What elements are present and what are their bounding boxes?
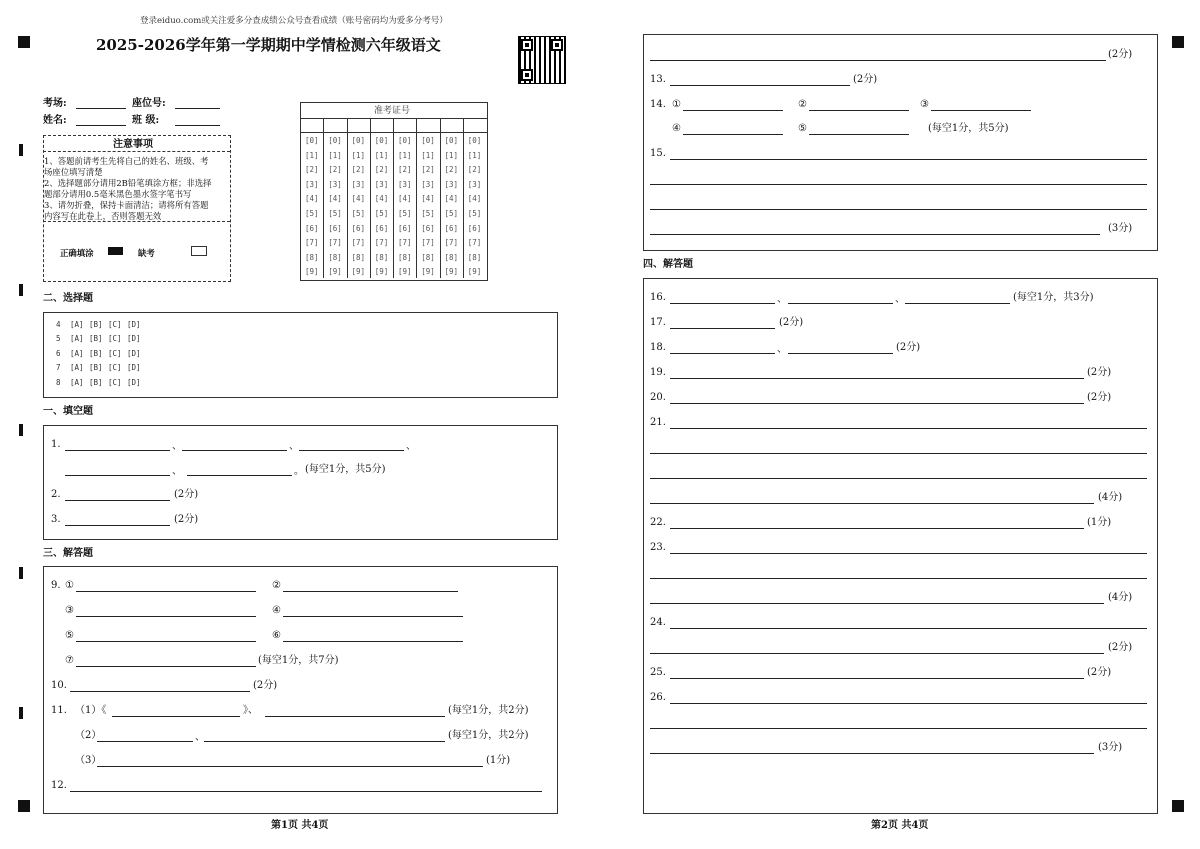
answer-line[interactable] — [670, 353, 775, 354]
answer-line[interactable] — [283, 641, 463, 642]
name-field[interactable] — [76, 125, 126, 126]
admission-digit-bubble[interactable]: [6] — [374, 223, 389, 233]
admission-digit-bubble[interactable]: [0] — [351, 136, 366, 145]
q21-number: 21. — [650, 417, 666, 428]
section-answer2-title: 四、解答题 — [643, 259, 693, 270]
admission-digit-bubble[interactable]: [0] — [444, 136, 459, 145]
choice-option-bubble[interactable]: [D] — [127, 363, 141, 373]
choice-option-bubble[interactable]: [B] — [89, 320, 103, 329]
admission-digit-bubble[interactable]: [2] — [328, 165, 342, 175]
answer-line[interactable] — [670, 328, 775, 329]
timing-mark — [19, 284, 23, 296]
q15-number: 15. — [650, 148, 666, 159]
choice-option-bubble[interactable]: [D] — [127, 377, 141, 387]
answer-line[interactable] — [788, 303, 893, 304]
q11-number: 11. — [51, 705, 67, 716]
answer-line[interactable] — [809, 134, 909, 135]
choice-option-bubble[interactable]: [D] — [127, 320, 141, 329]
choice-option-bubble[interactable]: [B] — [89, 334, 103, 344]
q23-number: 23. — [650, 542, 666, 553]
notes-line: 题部分请用0.5毫米黑色墨水签字笔书写 — [44, 189, 192, 199]
admission-digit-bubble[interactable]: [5] — [467, 209, 482, 218]
admission-digit-bubble[interactable]: [0] — [305, 136, 319, 145]
choice-option-bubble[interactable]: [A] — [70, 334, 84, 344]
admission-write-cell[interactable] — [323, 118, 346, 132]
choice-number: 6 — [56, 348, 61, 358]
name-label: 姓名: — [43, 115, 67, 126]
exam-title: 2025-2026学年第一学期期中学情检测六年级语文 — [96, 36, 441, 54]
q26-number: 26. — [650, 692, 666, 703]
answer-line[interactable] — [76, 666, 256, 667]
admission-digit-bubble[interactable]: [1] — [398, 150, 412, 160]
answer-line[interactable] — [650, 753, 1094, 754]
answer-line[interactable] — [650, 603, 1104, 604]
q9-number: 9. — [51, 580, 61, 591]
answer-line[interactable] — [97, 766, 483, 767]
admission-digit-bubble[interactable]: [1] — [351, 150, 366, 160]
admission-digit-bubble[interactable]: [0] — [421, 136, 435, 145]
admission-digit-bubble[interactable]: [3] — [444, 179, 459, 189]
choice-option-bubble[interactable]: [A] — [70, 348, 84, 358]
answer-line[interactable] — [283, 616, 463, 617]
answer-line[interactable] — [65, 525, 170, 526]
answer-line[interactable] — [650, 209, 1147, 210]
answer-line[interactable] — [204, 741, 445, 742]
page2-footer: 第2页 共4页 — [871, 820, 929, 831]
answer-line[interactable] — [931, 110, 1031, 111]
admission-digit-bubble[interactable]: [6] — [351, 223, 366, 233]
admission-digit-bubble[interactable]: [9] — [328, 267, 342, 277]
admission-digit-bubble[interactable]: [2] — [467, 165, 482, 175]
choice-number: 5 — [56, 334, 61, 344]
notes-line: 2、选择题部分请用2B铅笔填涂方框；非选择 — [44, 178, 212, 188]
q3-score: (2分) — [174, 514, 199, 525]
section-choice-title: 二、选择题 — [43, 293, 93, 304]
notes-line: 3、请勿折叠，保持卡面清洁；请将所有答题 — [44, 200, 209, 210]
admission-digit-bubble[interactable]: [8] — [328, 252, 342, 262]
registration-mark — [18, 800, 30, 812]
registration-mark — [1172, 800, 1184, 812]
answer-line[interactable] — [97, 741, 193, 742]
admission-digit-bubble[interactable]: [6] — [444, 223, 459, 233]
answer1-box — [43, 566, 558, 814]
admission-digit-bubble[interactable]: [3] — [328, 179, 342, 189]
admission-digit-bubble[interactable]: [8] — [351, 252, 366, 262]
answer-line[interactable] — [670, 528, 1084, 529]
admission-digit-bubble[interactable]: [1] — [444, 150, 459, 160]
admission-digit-bubble[interactable]: [6] — [398, 223, 412, 233]
answer-line[interactable] — [650, 478, 1147, 479]
notes-line: 内容写在此卷上，否则答题无效 — [44, 211, 162, 221]
admission-digit-bubble[interactable]: [3] — [467, 179, 482, 189]
choice-option-bubble[interactable]: [C] — [108, 348, 122, 358]
answer-line[interactable] — [65, 500, 170, 501]
q12-number: 12. — [51, 780, 67, 791]
q2-number: 2. — [51, 489, 61, 500]
admission-digit-bubble[interactable]: [5] — [351, 209, 366, 218]
admission-digit-bubble[interactable]: [9] — [398, 267, 412, 277]
q2-score: (2分) — [174, 489, 199, 500]
answer-line[interactable] — [187, 475, 292, 476]
admission-digit-bubble[interactable]: [4] — [351, 194, 366, 204]
admission-digit-bubble[interactable]: [7] — [398, 238, 412, 248]
answer-line[interactable] — [70, 791, 542, 792]
answer-line[interactable] — [650, 728, 1147, 729]
choice-option-bubble[interactable]: [A] — [70, 377, 84, 387]
admission-digit-bubble[interactable]: [7] — [351, 238, 366, 248]
admission-digit-bubble[interactable]: [0] — [398, 136, 412, 145]
answer-line[interactable] — [112, 716, 240, 717]
answer-line[interactable] — [182, 450, 287, 451]
answer-line[interactable] — [650, 60, 1106, 61]
admission-digit-bubble[interactable]: [3] — [421, 179, 435, 189]
admission-digit-bubble[interactable]: [7] — [444, 238, 459, 248]
q13-number: 13. — [650, 74, 666, 85]
q1-score: (每空1分，共5分) — [305, 464, 386, 475]
admission-digit-bubble[interactable]: [2] — [398, 165, 412, 175]
admission-digit-bubble[interactable]: [1] — [467, 150, 482, 160]
choice-option-bubble[interactable]: [B] — [89, 377, 103, 387]
answer-line[interactable] — [76, 591, 256, 592]
q24-number: 24. — [650, 617, 666, 628]
absent-checkbox[interactable] — [191, 246, 207, 256]
choice-number: 4 — [56, 320, 61, 329]
answer-line[interactable] — [65, 475, 170, 476]
admission-digit-bubble[interactable]: [6] — [305, 223, 319, 233]
choice-option-bubble[interactable]: [C] — [108, 377, 122, 387]
admission-digit-bubble[interactable]: [7] — [467, 238, 482, 248]
admission-digit-bubble[interactable]: [5] — [398, 209, 412, 218]
answer-line[interactable] — [65, 450, 170, 451]
admission-digit-bubble[interactable]: [3] — [374, 179, 389, 189]
admission-digit-bubble[interactable]: [8] — [398, 252, 412, 262]
class-field[interactable] — [175, 125, 220, 126]
answer-line[interactable] — [650, 578, 1147, 579]
answer-line[interactable] — [265, 716, 445, 717]
exam-room-field[interactable] — [76, 108, 126, 109]
q10-score: (2分) — [253, 680, 278, 691]
admission-digit-bubble[interactable]: [0] — [374, 136, 389, 145]
admission-write-cell[interactable] — [300, 118, 323, 132]
admission-digit-bubble[interactable]: [4] — [328, 194, 342, 204]
notes-line: 场座位填写清楚 — [44, 167, 103, 177]
answer-line[interactable] — [650, 653, 1104, 654]
page1-footer: 第1页 共4页 — [271, 820, 329, 831]
q25-number: 25. — [650, 667, 666, 678]
q9-score: (每空1分，共7分) — [258, 655, 339, 666]
choice-option-bubble[interactable]: [B] — [89, 348, 103, 358]
timing-mark — [19, 144, 23, 156]
score-notice: 登录eiduo.com或关注爱多分查成绩公众号查看成绩（账号密码均为爱多分考号） — [140, 16, 448, 26]
timing-mark — [19, 707, 23, 719]
answer-line[interactable] — [670, 553, 1147, 554]
answer-line[interactable] — [650, 234, 1100, 235]
admission-digit-bubble[interactable]: [9] — [444, 267, 459, 277]
admission-digit-bubble[interactable]: [8] — [444, 252, 459, 262]
q16-number: 16. — [650, 292, 666, 303]
answer-line[interactable] — [670, 378, 1084, 379]
section-answer1-title: 三、解答题 — [43, 548, 93, 559]
q18-number: 18. — [650, 342, 666, 353]
q17-number: 17. — [650, 317, 666, 328]
answer-line[interactable] — [650, 184, 1147, 185]
admission-digit-bubble[interactable]: [9] — [467, 267, 482, 277]
absent-label: 缺考 — [138, 248, 155, 258]
admission-digit-bubble[interactable]: [1] — [374, 150, 389, 160]
q1-number: 1. — [51, 439, 61, 450]
choice-number: 8 — [56, 377, 61, 387]
answer-line[interactable] — [683, 110, 783, 111]
answer-line[interactable] — [650, 453, 1147, 454]
answer-line[interactable] — [670, 678, 1084, 679]
answer-line[interactable] — [788, 353, 893, 354]
admission-write-cell[interactable] — [347, 118, 370, 132]
q22-number: 22. — [650, 517, 666, 528]
admission-digit-bubble[interactable]: [2] — [351, 165, 366, 175]
admission-write-cell[interactable] — [463, 118, 486, 132]
answer-line[interactable] — [76, 616, 256, 617]
choice-option-bubble[interactable]: [D] — [127, 348, 141, 358]
admission-digit-bubble[interactable]: [7] — [305, 238, 319, 248]
notes-title: 注意事项 — [113, 139, 153, 150]
admission-digit-bubble[interactable]: [6] — [328, 223, 342, 233]
admission-digit-bubble[interactable]: [9] — [305, 267, 319, 277]
admission-write-cell[interactable] — [440, 118, 463, 132]
admission-write-cell[interactable] — [370, 118, 393, 132]
admission-digit-bubble[interactable]: [4] — [374, 194, 389, 204]
correct-fill-label: 正确填涂 — [60, 248, 94, 258]
admission-digit-bubble[interactable]: [9] — [351, 267, 366, 277]
notes-line: 1、答题前请考生先将自己的姓名、班级、考 — [44, 156, 209, 166]
admission-digit-bubble[interactable]: [2] — [374, 165, 389, 175]
answer-line[interactable] — [70, 691, 250, 692]
admission-digit-bubble[interactable]: [3] — [305, 179, 319, 189]
choice-option-bubble[interactable]: [C] — [108, 363, 122, 373]
choice-number: 7 — [56, 363, 61, 373]
admission-digit-bubble[interactable]: [8] — [467, 252, 482, 262]
answer-line[interactable] — [670, 303, 775, 304]
admission-digit-bubble[interactable]: [9] — [421, 267, 435, 277]
q19-number: 19. — [650, 367, 666, 378]
admission-digit-bubble[interactable]: [2] — [421, 165, 435, 175]
choice-option-bubble[interactable]: [A] — [70, 363, 84, 373]
admission-digit-bubble[interactable]: [2] — [444, 165, 459, 175]
q3-number: 3. — [51, 514, 61, 525]
admission-digit-bubble[interactable]: [6] — [467, 223, 482, 233]
admission-digit-bubble[interactable]: [5] — [444, 209, 459, 218]
fill-box — [43, 425, 558, 540]
choice-option-bubble[interactable]: [C] — [108, 320, 122, 329]
admission-digit-bubble[interactable]: [8] — [374, 252, 389, 262]
choice-option-bubble[interactable]: [C] — [108, 334, 122, 344]
admission-digit-bubble[interactable]: [3] — [398, 179, 412, 189]
answer-line[interactable] — [683, 134, 783, 135]
answer-line[interactable] — [809, 110, 909, 111]
answer-line[interactable] — [670, 428, 1147, 429]
admission-digit-bubble[interactable]: [3] — [351, 179, 366, 189]
admission-digit-bubble[interactable]: [0] — [467, 136, 482, 145]
admission-digit-bubble[interactable]: [4] — [305, 194, 319, 204]
correct-fill-sample — [108, 247, 123, 255]
class-label: 班 级: — [132, 115, 160, 126]
admission-digit-bubble[interactable]: [7] — [328, 238, 342, 248]
answer2-box — [643, 278, 1158, 814]
admission-digit-bubble[interactable]: [5] — [421, 209, 435, 218]
answer-line[interactable] — [670, 159, 1147, 160]
admission-digit-bubble[interactable]: [0] — [328, 136, 342, 145]
admission-digit-bubble[interactable]: [7] — [421, 238, 435, 248]
seat-no-field[interactable] — [175, 108, 220, 109]
admission-digit-bubble[interactable]: [2] — [305, 165, 319, 175]
q14-number: 14. — [650, 99, 666, 110]
admission-title: 准考证号 — [374, 106, 411, 116]
admission-digit-bubble[interactable]: [5] — [305, 209, 319, 218]
admission-digit-bubble[interactable]: [8] — [421, 252, 435, 262]
qr-code — [518, 36, 566, 84]
page2-top-box — [643, 34, 1158, 251]
timing-mark — [19, 424, 23, 436]
answer-line[interactable] — [905, 303, 1010, 304]
registration-mark — [1172, 36, 1184, 48]
answer-line[interactable] — [670, 703, 1147, 704]
admission-write-cell[interactable] — [416, 118, 439, 132]
admission-digit-bubble[interactable]: [5] — [374, 209, 389, 218]
choice-option-bubble[interactable]: [D] — [127, 334, 141, 344]
exam-room-label: 考场: — [43, 98, 67, 109]
seat-no-label: 座位号: — [132, 98, 166, 109]
admission-digit-bubble[interactable]: [6] — [421, 223, 435, 233]
admission-digit-bubble[interactable]: [7] — [374, 238, 389, 248]
admission-digit-bubble[interactable]: [4] — [398, 194, 412, 204]
admission-digit-bubble[interactable]: [4] — [467, 194, 482, 204]
admission-write-cell[interactable] — [393, 118, 416, 132]
admission-digit-bubble[interactable]: [4] — [444, 194, 459, 204]
admission-digit-bubble[interactable]: [1] — [328, 150, 342, 160]
answer-line[interactable] — [76, 641, 256, 642]
admission-digit-bubble[interactable]: [1] — [305, 150, 319, 160]
timing-mark — [19, 567, 23, 579]
admission-digit-bubble[interactable]: [8] — [305, 252, 319, 262]
choice-option-bubble[interactable]: [A] — [70, 320, 84, 329]
admission-digit-bubble[interactable]: [9] — [374, 267, 389, 277]
q20-number: 20. — [650, 392, 666, 403]
answer-line[interactable] — [670, 628, 1147, 629]
answer-line[interactable] — [283, 591, 458, 592]
answer-line[interactable] — [670, 403, 1084, 404]
answer-line[interactable] — [670, 85, 850, 86]
answer-line[interactable] — [650, 503, 1094, 504]
section-fill-title: 一、填空题 — [43, 406, 93, 417]
q10-number: 10. — [51, 680, 67, 691]
admission-digit-bubble[interactable]: [4] — [421, 194, 435, 204]
registration-mark — [18, 36, 30, 48]
answer-line[interactable] — [299, 450, 404, 451]
admission-digit-bubble[interactable]: [1] — [421, 150, 435, 160]
choice-option-bubble[interactable]: [B] — [89, 363, 103, 373]
admission-digit-bubble[interactable]: [5] — [328, 209, 342, 218]
